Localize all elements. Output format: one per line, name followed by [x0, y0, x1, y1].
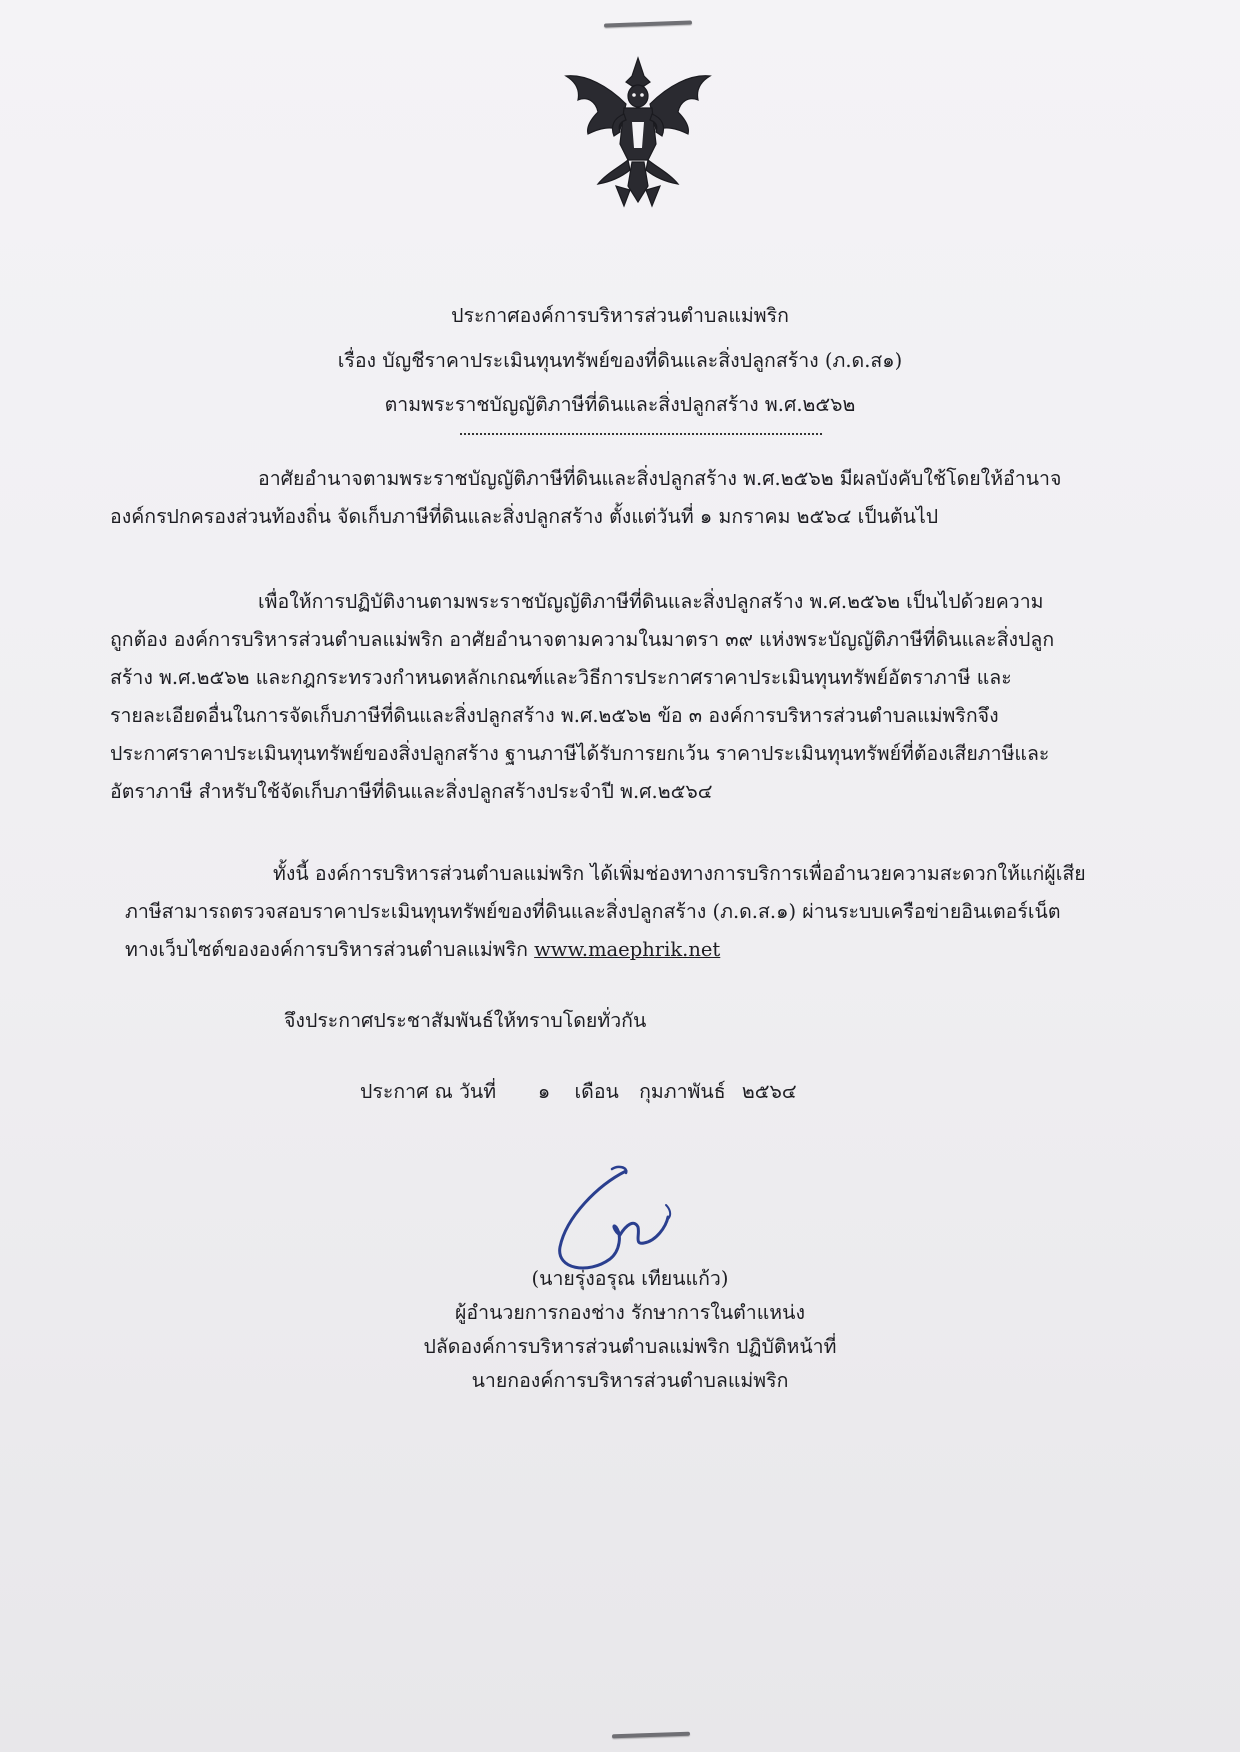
paragraph-line: ทั้งนี้ องค์การบริหารส่วนตำบลแม่พริก ได้เพิ่มช่องทางการบริการเพื่ออำนวยความสะดวกให้แก่ผู้เสีย — [273, 862, 1086, 885]
closing-statement: จึงประกาศประชาสัมพันธ์ให้ทราบโดยทั่วกัน — [284, 1009, 647, 1032]
paragraph-1 — [110, 460, 1165, 536]
signer-title-line: ผู้อำนวยการกองช่าง รักษาการในตำแหน่ง — [454, 1301, 806, 1324]
date-month: กุมภาพันธ์ — [639, 1080, 726, 1103]
paragraph-line: เพื่อให้การปฏิบัติงานตามพระราชบัญญัติภาษีที่ดินและสิ่งปลูกสร้าง พ.ศ.๒๕๖๒ เป็นไปด้วยความ — [258, 590, 1044, 613]
website-link[interactable]: www.maephrik.net — [534, 938, 721, 961]
paragraph-line: ประกาศราคาประเมินทุนทรัพย์ของสิ่งปลูกสร้าง ฐานภาษีได้รับการยกเว้น ราคาประเมินทุนทรัพย์ที่ต้องเสียภาษีและ — [110, 742, 1050, 765]
paragraph-line: ภาษีสามารถตรวจสอบราคาประเมินทุนทรัพย์ของที่ดินและสิ่งปลูกสร้าง (ภ.ด.ส.๑) ผ่านระบบเครือข่ายอินเตอร์เน็ต — [125, 900, 1061, 923]
staple-mark-bottom — [612, 1732, 690, 1739]
announcement-date — [360, 1073, 797, 1111]
staple-mark-top — [604, 20, 692, 27]
paragraph-line: องค์กรปกครองส่วนท้องถิ่น จัดเก็บภาษีที่ดินและสิ่งปลูกสร้าง ตั้งแต่วันที่ ๑ มกราคม ๒๕๖๔ เป็นต้นไป — [110, 505, 939, 528]
signature-block — [380, 1262, 880, 1398]
paragraph-line — [125, 931, 1165, 969]
garuda-emblem-icon — [558, 56, 718, 208]
paragraph-line: สร้าง พ.ศ.๒๕๖๒ และกฎกระทรวงกำหนดหลักเกณฑ์และวิธีการประกาศราคาประเมินทุนทรัพย์อัตราภาษี และ — [110, 666, 1012, 689]
paragraph-3 — [125, 855, 1165, 969]
date-month-label: เดือน — [574, 1080, 619, 1103]
date-prefix: ประกาศ ณ วันที่ — [360, 1080, 497, 1103]
announcement-title: ประกาศองค์การบริหารส่วนตำบลแม่พริก — [451, 304, 789, 327]
paragraph-line: อาศัยอำนาจตามพระราชบัญญัติภาษีที่ดินและสิ่งปลูกสร้าง พ.ศ.๒๕๖๒ มีผลบังคับใช้โดยให้อำนาจ — [258, 467, 1062, 490]
dotted-separator — [460, 433, 822, 435]
paragraph-line: ถูกต้อง องค์การบริหารส่วนตำบลแม่พริก อาศัยอำนาจตามความในมาตรา ๓๙ แห่งพระบัญญัติภาษีที่ดินและสิ่งปลูก — [110, 628, 1055, 651]
signer-title-line: ปลัดองค์การบริหารส่วนตำบลแม่พริก ปฏิบัติหน้าที่ — [423, 1335, 837, 1358]
paragraph-line: อัตราภาษี สำหรับใช้จัดเก็บภาษีที่ดินและสิ่งปลูกสร้างประจำปี พ.ศ.๒๕๖๔ — [110, 780, 713, 803]
paragraph-2 — [110, 583, 1165, 811]
website-reference-text: ทางเว็บไซต์ขององค์การบริหารส่วนตำบลแม่พริก — [125, 938, 528, 961]
signer-name: (นายรุ่งอรุณ เทียนแก้ว) — [531, 1267, 729, 1290]
subject-line: เรื่อง บัญชีราคาประเมินทุนทรัพย์ของที่ดินและสิ่งปลูกสร้าง (ภ.ด.ส๑) — [337, 349, 903, 372]
act-reference-line: ตามพระราชบัญญัติภาษีที่ดินและสิ่งปลูกสร้าง พ.ศ.๒๕๖๒ — [384, 393, 856, 416]
date-day: ๑ — [537, 1080, 551, 1103]
signer-title-line: นายกองค์การบริหารส่วนตำบลแม่พริก — [471, 1369, 789, 1392]
paragraph-line: รายละเอียดอื่นในการจัดเก็บภาษีที่ดินและสิ่งปลูกสร้าง พ.ศ.๒๕๖๒ ข้อ ๓ องค์การบริหารส่วนตำบลแม่พริกจึง — [110, 704, 999, 727]
date-year: ๒๕๖๔ — [741, 1080, 797, 1103]
